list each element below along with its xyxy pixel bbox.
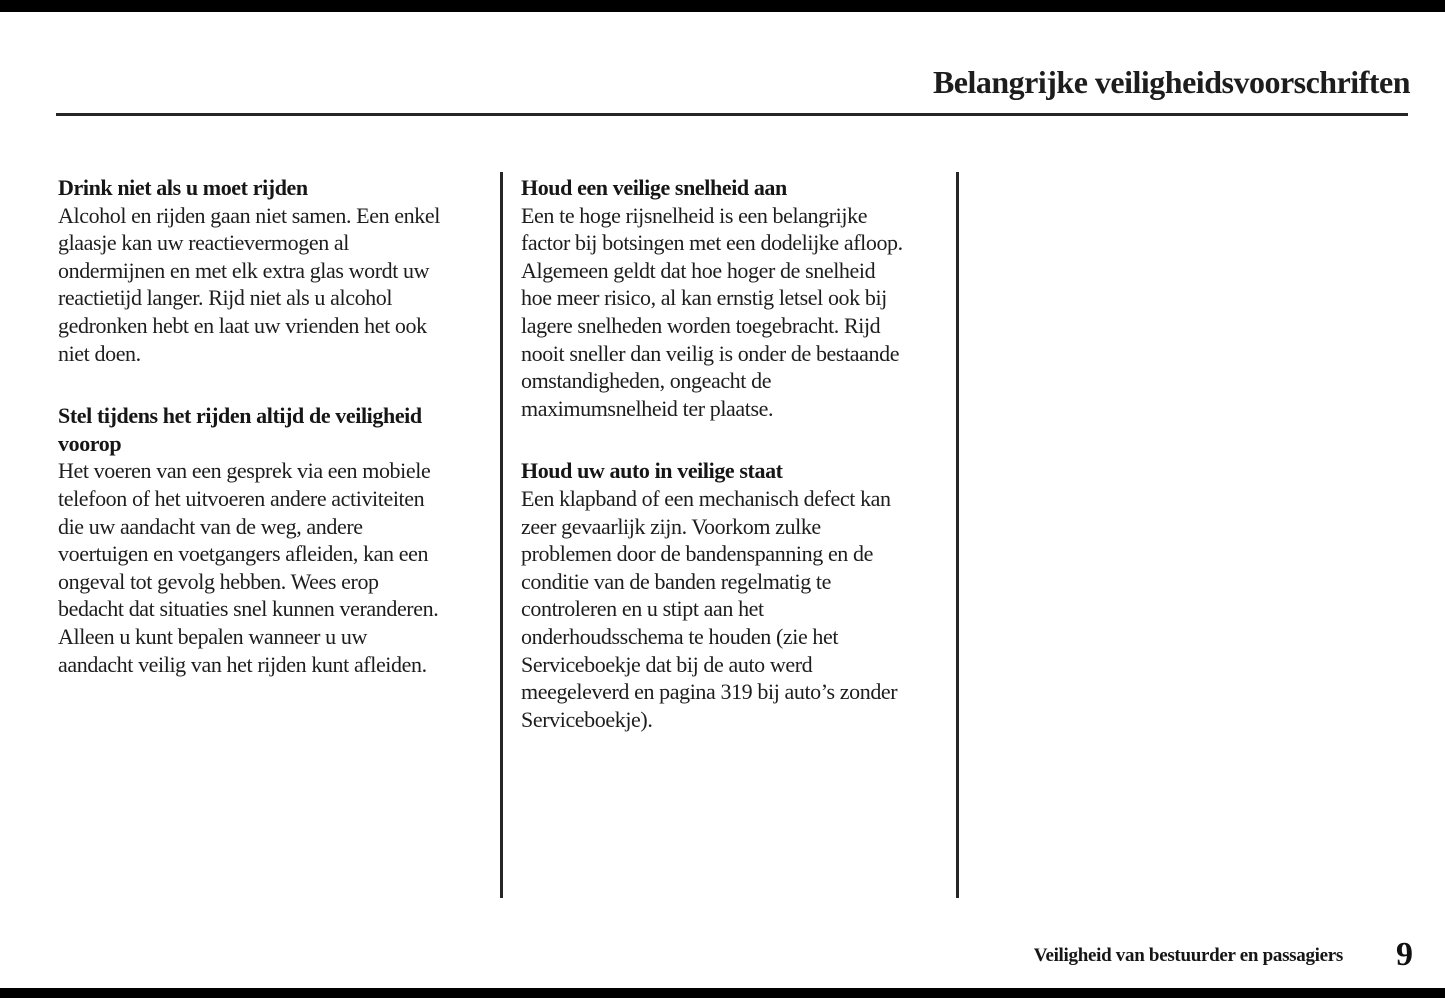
body-text-line: niet doen.	[58, 340, 141, 366]
body-text-line: factor bij botsingen met een dodelijke afloop.	[521, 230, 903, 256]
body-text-line: Alleen u kunt bepalen wanneer u uw	[58, 623, 367, 649]
section-heading-line: voorop	[58, 430, 122, 456]
section-heading-line: Houd uw auto in veilige staat	[521, 458, 783, 484]
body-text-line: Serviceboekje dat bij de auto werd	[521, 651, 813, 677]
body-text-line: problemen door de bandenspanning en de	[521, 541, 873, 567]
section-heading-line: Stel tijdens het rijden altijd de veiligheid	[58, 403, 422, 429]
body-text-line: ongeval tot gevolg hebben. Wees erop	[58, 568, 379, 594]
body-text-line: zeer gevaarlijk zijn. Voorkom zulke	[521, 513, 821, 539]
text-section	[521, 174, 957, 422]
body-text-line: onderhoudsschema te houden (zie het	[521, 623, 839, 649]
body-text-line: gedronken hebt en laat uw vrienden het ook	[58, 312, 427, 338]
body-text-line: Alcohol en rijden gaan niet samen. Een enkel	[58, 202, 440, 228]
text-section	[521, 457, 957, 733]
body-text-line: aandacht veilig van het rijden kunt afleiden.	[58, 651, 427, 677]
section-heading-line: Drink niet als u moet rijden	[58, 175, 308, 200]
body-text-line: telefoon of het uitvoeren andere activiteiten	[58, 485, 425, 511]
text-section	[58, 402, 498, 678]
body-text-line: voertuigen en voetgangers afleiden, kan een	[58, 541, 429, 567]
header-rule	[56, 113, 1408, 116]
page-title: Belangrijke veiligheidsvoorschriften	[932, 64, 1410, 100]
body-text-line: ondermijnen en met elk extra glas wordt uw	[58, 257, 430, 283]
body-text-line: Het voeren van een gesprek via een mobiele	[58, 458, 431, 484]
body-text-line: glaasje kan uw reactievermogen al	[58, 230, 349, 256]
body-text-line: omstandigheden, ongeacht de	[521, 368, 772, 394]
body-text-line: Een klapband of een mechanisch defect kan	[521, 485, 891, 511]
body-text-line: die uw aandacht van de weg, andere	[58, 513, 363, 539]
body-text-line: nooit sneller dan veilig is onder de bestaande	[521, 340, 900, 366]
body-text-line: conditie van de banden regelmatig te	[521, 568, 831, 594]
text-section	[58, 174, 498, 367]
section-heading-line: Houd een veilige snelheid aan	[521, 175, 787, 200]
body-text-line: bedacht dat situaties snel kunnen veranderen.	[58, 596, 439, 622]
body-text-line: lagere snelheden worden toegebracht. Rijd	[521, 312, 881, 338]
text-column-left	[58, 174, 498, 678]
text-column-right	[521, 174, 957, 733]
body-text-line: Algemeen geldt dat hoe hoger de snelheid	[521, 257, 876, 283]
column-divider-left	[500, 172, 503, 898]
body-text-line: reactietijd langer. Rijd niet als u alcohol	[58, 285, 393, 311]
scan-edge-bottom-bar	[0, 988, 1445, 998]
body-text-line: meegeleverd en pagina 319 bij auto’s zonder	[521, 679, 898, 705]
body-text-line: Een te hoge rijsnelheid is een belangrijke	[521, 202, 868, 228]
body-text-line: controleren en u stipt aan het	[521, 596, 764, 622]
body-text-line: maximumsnelheid ter plaatse.	[521, 395, 774, 421]
column-divider-right	[956, 172, 959, 898]
page-number: 9	[1396, 936, 1413, 973]
footer-section-title: Veiligheid van bestuurder en passagiers	[1033, 945, 1343, 966]
body-text-line: Serviceboekje).	[521, 706, 653, 732]
body-text-line: hoe meer risico, al kan ernstig letsel ook bij	[521, 285, 887, 311]
scan-edge-top-bar	[0, 0, 1445, 12]
